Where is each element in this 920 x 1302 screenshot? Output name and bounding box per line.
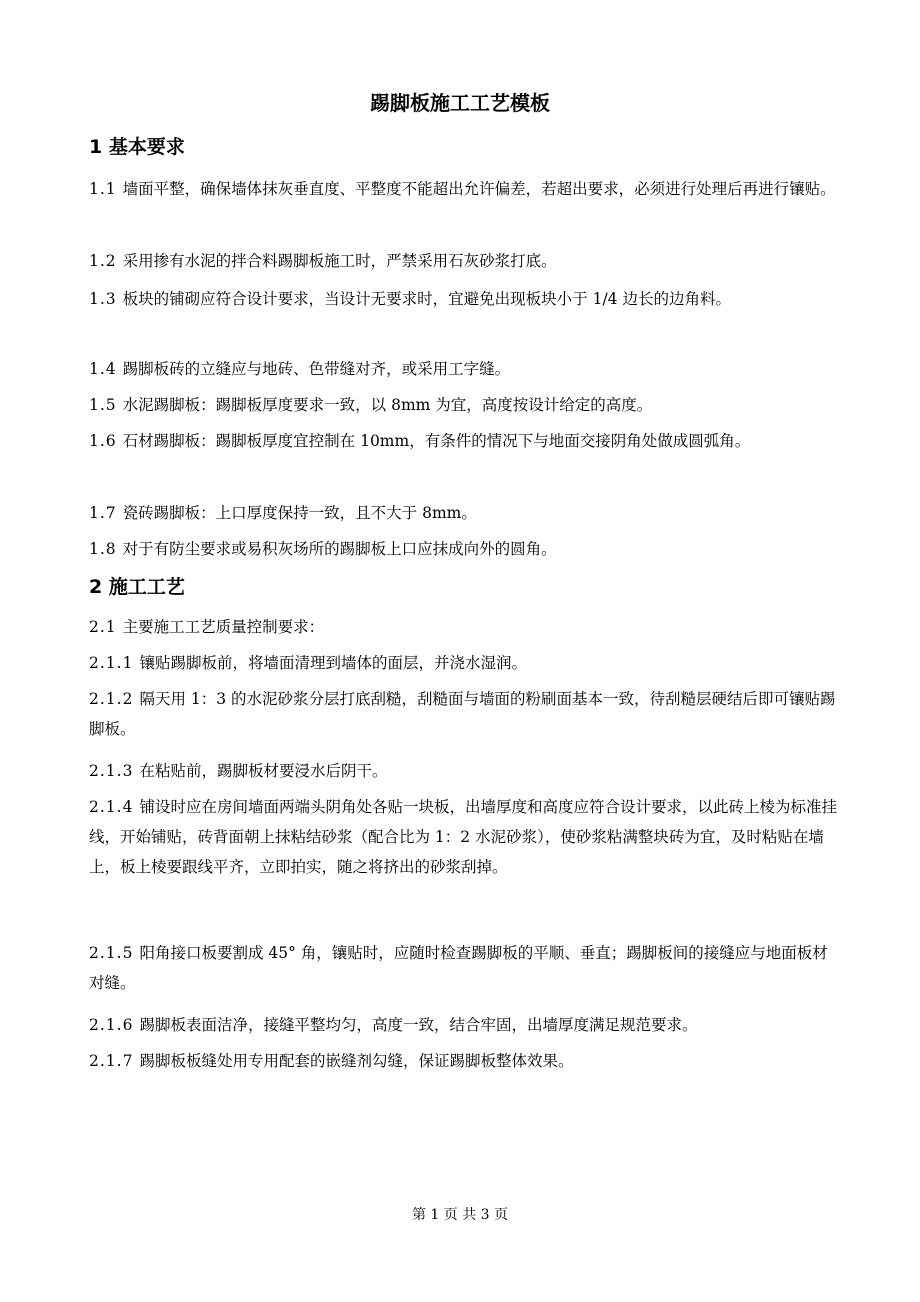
paragraph	[89, 792, 839, 882]
paragraph-number: 2.1.4	[89, 798, 134, 816]
paragraph	[89, 246, 839, 276]
paragraph-text: 铺设时应在房间墙面两端头阴角处各贴一块板，出墙厚度和高度应符合设计要求，以此砖上棱为标准挂线，开始铺贴，砖背面朝上抹粘结砂浆（配合比为 1：2 水泥砂浆），使砂浆粘满整块砖为宜，及时粘贴在墙上，板上棱要跟线平齐，立即拍实，随之将挤出的砂浆刮掉。	[89, 798, 837, 876]
paragraph-text: 瓷砖踢脚板：上口厚度保持一致，且不大于 8mm。	[122, 504, 477, 522]
paragraph	[89, 174, 839, 204]
paragraph-number: 1.8	[89, 540, 117, 558]
section-heading-basic-requirements: 1 基本要求	[89, 136, 185, 158]
paragraph-text: 踢脚板板缝处用专用配套的嵌缝剂勾缝，保证踢脚板整体效果。	[139, 1052, 574, 1070]
paragraph	[89, 390, 839, 420]
paragraph-number: 2.1.3	[89, 762, 134, 780]
paragraph-number: 2.1.2	[89, 690, 134, 708]
paragraph-text: 阳角接口板要割成 45° 角，镶贴时，应随时检查踢脚板的平顺、垂直；踢脚板间的接缝应与地面板材对缝。	[89, 944, 828, 992]
paragraph-text: 在粘贴前，踢脚板材要浸水后阴干。	[139, 762, 388, 780]
paragraph-text: 采用掺有水泥的拌合料踢脚板施工时，严禁采用石灰砂浆打底。	[122, 252, 557, 270]
paragraph	[89, 354, 839, 384]
paragraph-number: 2.1.7	[89, 1052, 134, 1070]
paragraph-number: 2.1.6	[89, 1016, 134, 1034]
paragraph-text: 石材踢脚板：踢脚板厚度宜控制在 10mm，有条件的情况下与地面交接阴角处做成圆弧角。	[122, 432, 751, 450]
paragraph	[89, 426, 839, 456]
paragraph	[89, 938, 839, 998]
paragraph	[89, 284, 849, 314]
paragraph-number: 1.2	[89, 252, 117, 270]
paragraph-number: 2.1.5	[89, 944, 134, 962]
paragraph-number: 1.3	[89, 290, 117, 308]
paragraph	[89, 1046, 839, 1076]
paragraph-text: 对于有防尘要求或易积灰场所的踢脚板上口应抹成向外的圆角。	[122, 540, 557, 558]
paragraph-number: 1.5	[89, 396, 117, 414]
paragraph	[89, 1010, 839, 1040]
paragraph-number: 1.6	[89, 432, 117, 450]
paragraph-text: 水泥踢脚板：踢脚板厚度要求一致，以 8mm 为宜，高度按设计给定的高度。	[122, 396, 653, 414]
paragraph	[89, 756, 839, 786]
paragraph-text: 墙面平整，确保墙体抹灰垂直度、平整度不能超出允许偏差，若超出要求，必须进行处理后再进行镶贴。	[122, 180, 836, 198]
paragraph-text: 镶贴踢脚板前，将墙面清理到墙体的面层，并浇水湿润。	[139, 654, 527, 672]
paragraph-number: 1.7	[89, 504, 117, 522]
paragraph-text: 主要施工工艺质量控制要求：	[122, 618, 325, 636]
paragraph	[89, 612, 839, 642]
section-heading-construction-process: 2 施工工艺	[89, 576, 185, 598]
paragraph-text: 隔天用 1：3 的水泥砂浆分层打底刮糙，刮糙面与墙面的粉刷面基本一致，待刮糙层硬结后即可镶贴踢脚板。	[89, 690, 836, 738]
paragraph-number: 2.1	[89, 618, 117, 636]
paragraph-text: 踢脚板表面洁净，接缝平整均匀，高度一致，结合牢固，出墙厚度满足规范要求。	[139, 1016, 698, 1034]
paragraph-number: 1.1	[89, 180, 117, 198]
paragraph	[89, 684, 839, 744]
paragraph	[89, 534, 839, 564]
paragraph	[89, 498, 839, 528]
document-title: 踢脚板施工工艺模板	[370, 91, 550, 115]
paragraph-text: 踢脚板砖的立缝应与地砖、色带缝对齐，或采用工字缝。	[122, 360, 511, 378]
page-footer: 第 1 页 共 3 页	[411, 1207, 509, 1223]
paragraph	[89, 648, 839, 678]
paragraph-text: 板块的铺砌应符合设计要求，当设计无要求时，宜避免出现板块小于 1/4 边长的边角料。	[122, 290, 731, 308]
paragraph-number: 1.4	[89, 360, 117, 378]
paragraph-number: 2.1.1	[89, 654, 134, 672]
